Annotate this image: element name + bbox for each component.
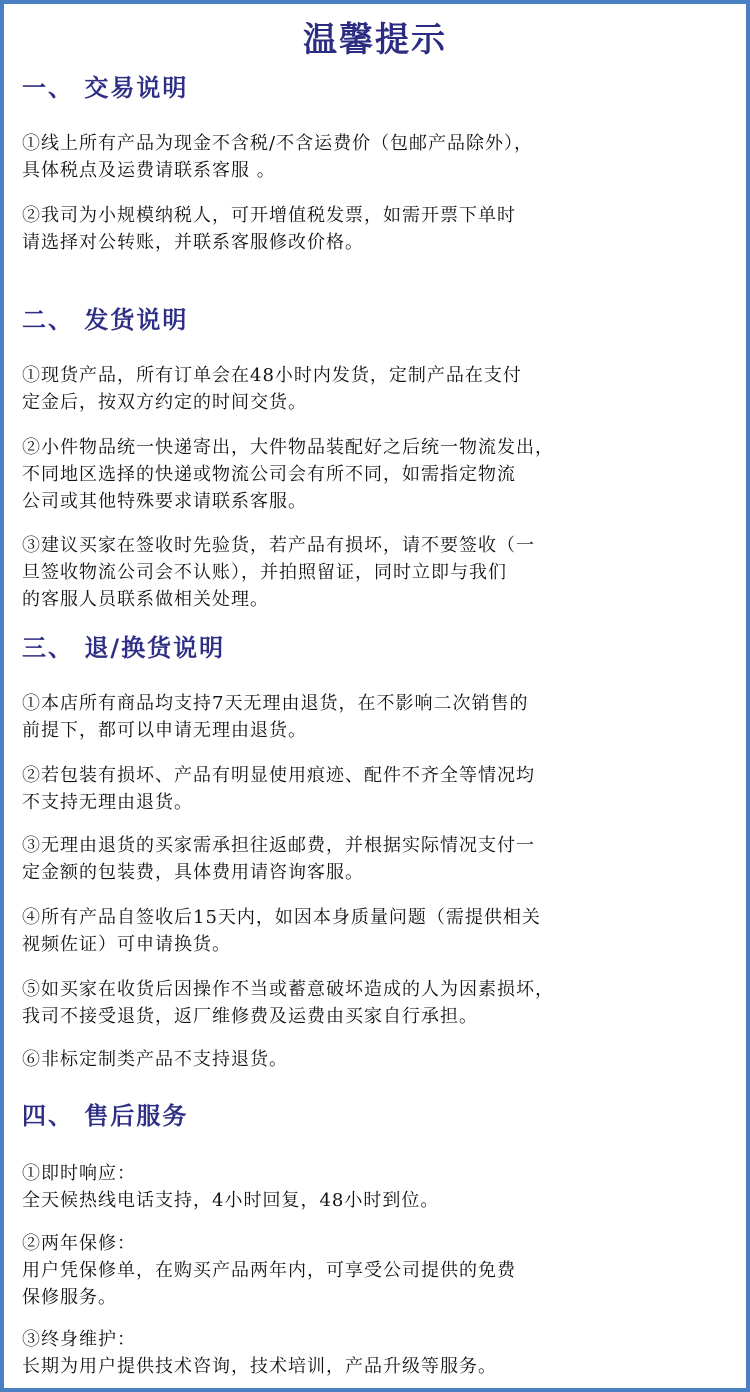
section-heading-returns: 三、 退/换货说明	[22, 634, 226, 662]
list-item: ①即时响应： 全天候热线电话支持，4小时回复，48小时到位。	[22, 1163, 440, 1211]
list-item: ②我司为小规模纳税人，可开增值税发票，如需开票下单时 请选择对公转账，并联系客服修改价格。	[22, 205, 516, 253]
list-item: ⑥非标定制类产品不支持退货。	[22, 1049, 288, 1070]
list-item: ①线上所有产品为现金不含税/不含运费价（包邮产品除外）， 具体税点及运费请联系客服 。	[22, 133, 534, 181]
section-heading-after-sales: 四、 售后服务	[22, 1102, 189, 1130]
list-item: ③建议买家在签收时先验货，若产品有损坏，请不要签收（一 旦签收物流公司会不认账），并拍照留证，同时立即与我们 的客服人员联系做相关处理。	[22, 535, 535, 610]
section-heading-trade: 一、 交易说明	[22, 74, 189, 102]
list-item: ②若包装有损坏、产品有明显使用痕迹、配件不齐全等情况均 不支持无理由退货。	[22, 765, 535, 813]
list-item: ②两年保修： 用户凭保修单，在购买产品两年内，可享受公司提供的免费 保修服务。	[22, 1233, 516, 1308]
list-item: ②小件物品统一快递寄出，大件物品装配好之后统一物流发出， 不同地区选择的快递或物流公司会有所不同，如需指定物流 公司或其他特殊要求请联系客服。	[22, 437, 554, 512]
list-item: ④所有产品自签收后15天内，如因本身质量问题（需提供相关 视频佐证）可申请换货。	[22, 907, 541, 955]
list-item: ③终身维护： 长期为用户提供技术咨询，技术培训，产品升级等服务。	[22, 1329, 497, 1377]
notice-card	[4, 4, 746, 1388]
list-item: ①本店所有商品均支持7天无理由退货，在不影响二次销售的 前提下，都可以申请无理由退货。	[22, 693, 529, 741]
list-item: ⑤如买家在收货后因操作不当或蓄意破坏造成的人为因素损坏， 我司不接受退货，返厂维修费及运费由买家自行承担。	[22, 979, 554, 1027]
list-item: ①现货产品，所有订单会在48小时内发货，定制产品在支付 定金后，按双方约定的时间交货。	[22, 365, 522, 413]
section-heading-shipping: 二、 发货说明	[22, 306, 189, 334]
list-item: ③无理由退货的买家需承担往返邮费，并根据实际情况支付一 定金额的包装费，具体费用请咨询客服。	[22, 835, 535, 883]
page-title: 温馨提示	[303, 20, 447, 60]
